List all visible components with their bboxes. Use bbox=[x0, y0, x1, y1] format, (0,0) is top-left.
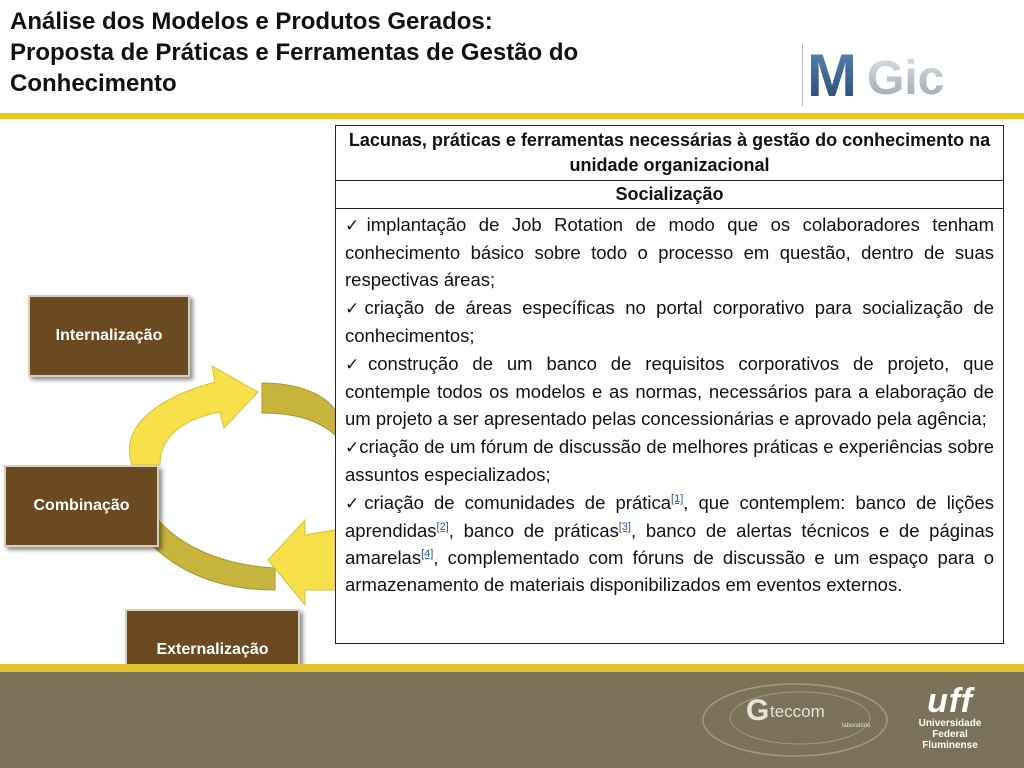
item-text-part: , que contemplem: banco de lições aprendidas bbox=[345, 492, 994, 541]
gteccom-logo bbox=[700, 680, 890, 760]
section-heading: Socialização bbox=[336, 181, 1003, 209]
gteccom-g: G bbox=[746, 694, 770, 727]
logo-m: M bbox=[807, 44, 857, 106]
slide-title bbox=[10, 6, 790, 99]
arrow-up-right bbox=[129, 366, 258, 465]
list-item bbox=[345, 433, 994, 488]
externalizacao-box: Externalização bbox=[125, 609, 300, 691]
item-text-part: criação de comunidades de prática bbox=[364, 492, 672, 513]
uff-logo bbox=[890, 684, 1010, 751]
footer-divider bbox=[0, 664, 1024, 672]
list-item bbox=[345, 294, 994, 349]
practice-list bbox=[336, 209, 1003, 598]
title-line-1: Análise dos Modelos e Produtos Gerados: bbox=[10, 8, 493, 35]
arrow-top-right bbox=[262, 383, 335, 435]
mgic-logo bbox=[802, 44, 975, 106]
header-divider bbox=[0, 113, 1024, 119]
footnote-link-4[interactable]: [4] bbox=[421, 547, 434, 560]
title-line-3: Conhecimento bbox=[10, 70, 177, 97]
check-icon: ✓ bbox=[345, 216, 367, 235]
gteccom-text: teccom bbox=[770, 702, 825, 721]
list-item bbox=[345, 350, 994, 432]
list-item bbox=[345, 489, 994, 598]
internalizacao-box: Internalização bbox=[28, 295, 190, 377]
table-header: Lacunas, práticas e ferramentas necessárias à gestão do conhecimento na unidade organizacional bbox=[336, 126, 1003, 181]
uff-line-2: Federal bbox=[932, 729, 968, 740]
arrow-left bbox=[268, 520, 335, 605]
item-text-part: , banco de alertas técnicos e de páginas amarelas bbox=[345, 520, 994, 568]
combinacao-box: Combinação bbox=[4, 465, 159, 547]
item-text: construção de um banco de requisitos corporativos de projeto, que contemple todos os modelos e as normas, necessários para a elaboração de um projeto a ser apresentado pelas concessionárias e aprovado pela agência; bbox=[345, 353, 994, 429]
check-icon: ✓ bbox=[345, 438, 360, 457]
item-text: criação de um fórum de discussão de melhores práticas e experiências sobre assuntos especializados; bbox=[345, 436, 994, 485]
uff-mark: uff bbox=[927, 682, 973, 720]
item-text-part: , banco de práticas bbox=[448, 520, 619, 541]
uff-line-3: Fluminense bbox=[922, 740, 978, 751]
list-item bbox=[345, 211, 994, 293]
check-icon: ✓ bbox=[345, 494, 365, 513]
title-line-2: Proposta de Práticas e Ferramentas de Gestão do bbox=[10, 39, 579, 66]
logo-gic: Gic bbox=[867, 52, 945, 105]
check-icon: ✓ bbox=[345, 299, 365, 318]
item-text-part: , complementado com fóruns de discussão e um espaço para o armazenamento de materiais disponibilizados em eventos externos. bbox=[345, 547, 994, 595]
footnote-link-2[interactable]: [2] bbox=[436, 520, 449, 533]
uff-line-1: Universidade bbox=[918, 718, 982, 729]
check-icon: ✓ bbox=[345, 355, 369, 374]
knowledge-practices-table bbox=[335, 125, 1004, 644]
gteccom-sub: laboratório bbox=[842, 723, 871, 729]
footnote-link-3[interactable]: [3] bbox=[618, 520, 631, 533]
footnote-link-1[interactable]: [1] bbox=[671, 492, 684, 505]
item-text: criação de áreas específicas no portal corporativo para socialização de conhecimentos; bbox=[345, 297, 994, 346]
item-text: implantação de Job Rotation de modo que os colaboradores tenham conhecimento básico sobre todo o processo em questão, dentro de suas respectivas áreas; bbox=[345, 214, 995, 290]
